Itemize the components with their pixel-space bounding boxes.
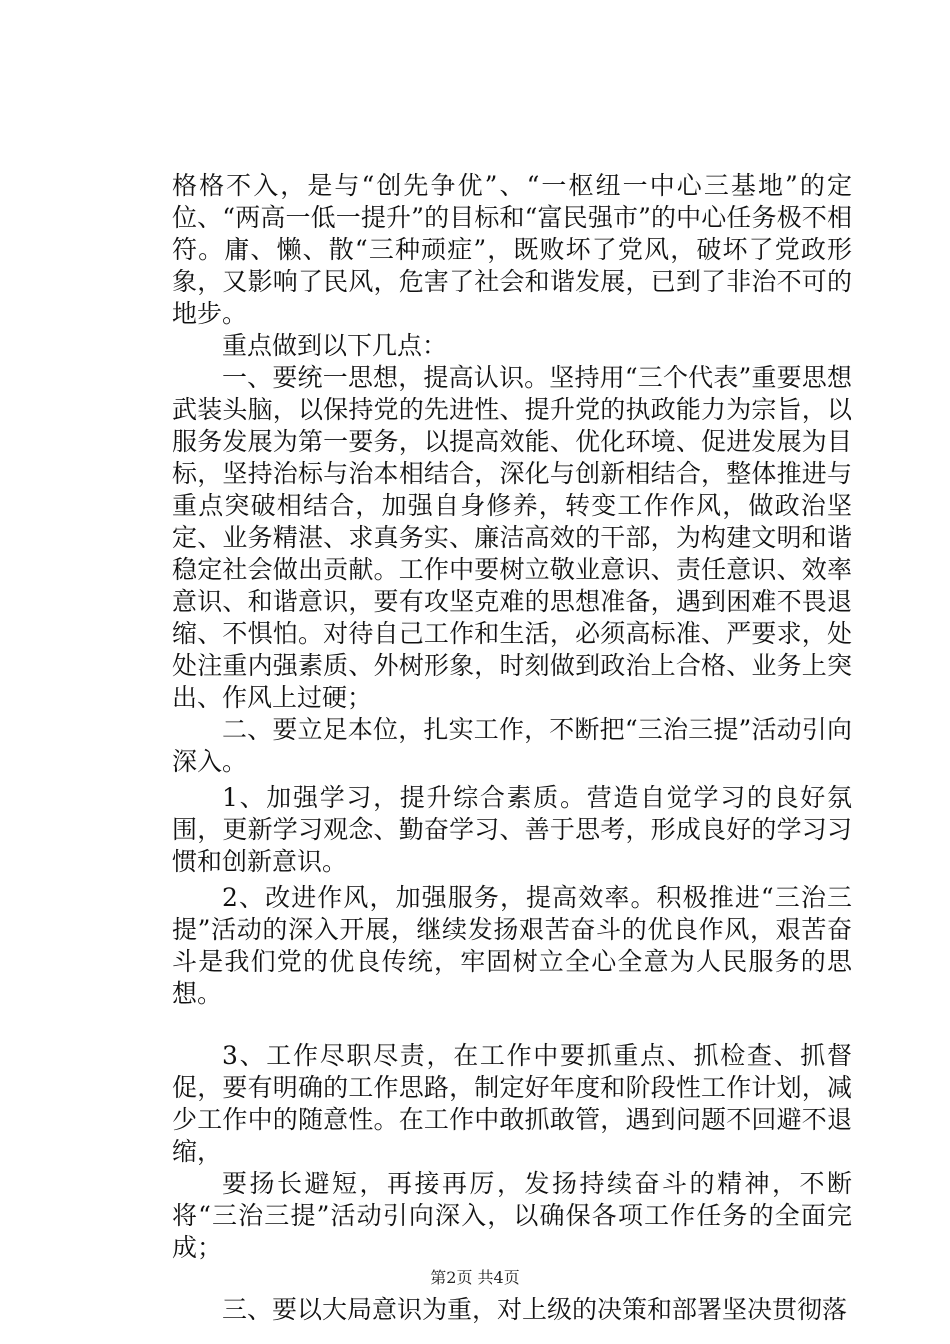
paragraph-8: 要扬长避短，再接再厉，发扬持续奋斗的精神，不断将“三治三提”活动引向深入，以确保各项工作任务的全面完成； <box>172 1169 852 1262</box>
paragraph-3: 一、要统一思想，提高认识。坚持用“三个代表”重要思想武装头脑，以保持党的先进性、提升党的执政能力为宗旨，以服务发展为第一要务，以提高效能、优化环境、促进发展为目标，坚持治标与治本相结合，深化与创新相结合，整体推进与重点突破相结合，加强自身修养，转变工作作风，做政治坚定、业务精湛、求真务实、廉洁高效的干部，为构建文明和谐稳定社会做出贡献。工作中要树立敬业意识、责任意识、效率意识、和谐意识，要有攻坚克难的思想准备，遇到困难不畏退缩、不惧怕。对待自己工作和生活，必须高标准、严要求，处处注重内强素质、外树形象，时刻做到政治上合格、业务上突出、作风上过硬； <box>172 363 852 712</box>
page-number: 第2页 共4页 <box>430 1268 520 1287</box>
paragraph-1: 格格不入，是与“创先争优”、“一枢纽一中心三基地”的定位、“两高一低一提升”的目标和“富民强市”的中心任务极不相符。庸、懒、散“三种顽症”，既败坏了党风，破坏了党政形象，又影响了民风，危害了社会和谐发展，已到了非治不可的地步。 <box>172 171 852 328</box>
paragraph-6: 2、改进作风，加强服务，提高效率。积极推进“三治三提”活动的深入开展，继续发扬艰苦奋斗的优良作风，艰苦奋斗是我们党的优良传统，牢固树立全心全意为人民服务的思想。 <box>172 883 852 1008</box>
spacer <box>172 1010 852 1040</box>
paragraph-5: 1、加强学习，提升综合素质。营造自觉学习的良好氛围，更新学习观念、勤奋学习、善于思考，形成良好的学习习惯和创新意识。 <box>172 783 852 876</box>
document-body <box>172 170 852 1326</box>
paragraph-7: 3、工作尽职尽责，在工作中要抓重点、抓检查、抓督促，要有明确的工作思路，制定好年度和阶段性工作计划，减少工作中的随意性。在工作中敢抓敢管，遇到问题不回避不退缩， <box>172 1041 852 1166</box>
paragraph-2: 重点做到以下几点： <box>222 331 448 360</box>
paragraph-9: 三、要以大局意识为重，对上级的决策和部署坚决贯彻落 <box>222 1295 848 1324</box>
paragraph-4: 二、要立足本位，扎实工作，不断把“三治三提”活动引向深入。 <box>172 715 852 776</box>
